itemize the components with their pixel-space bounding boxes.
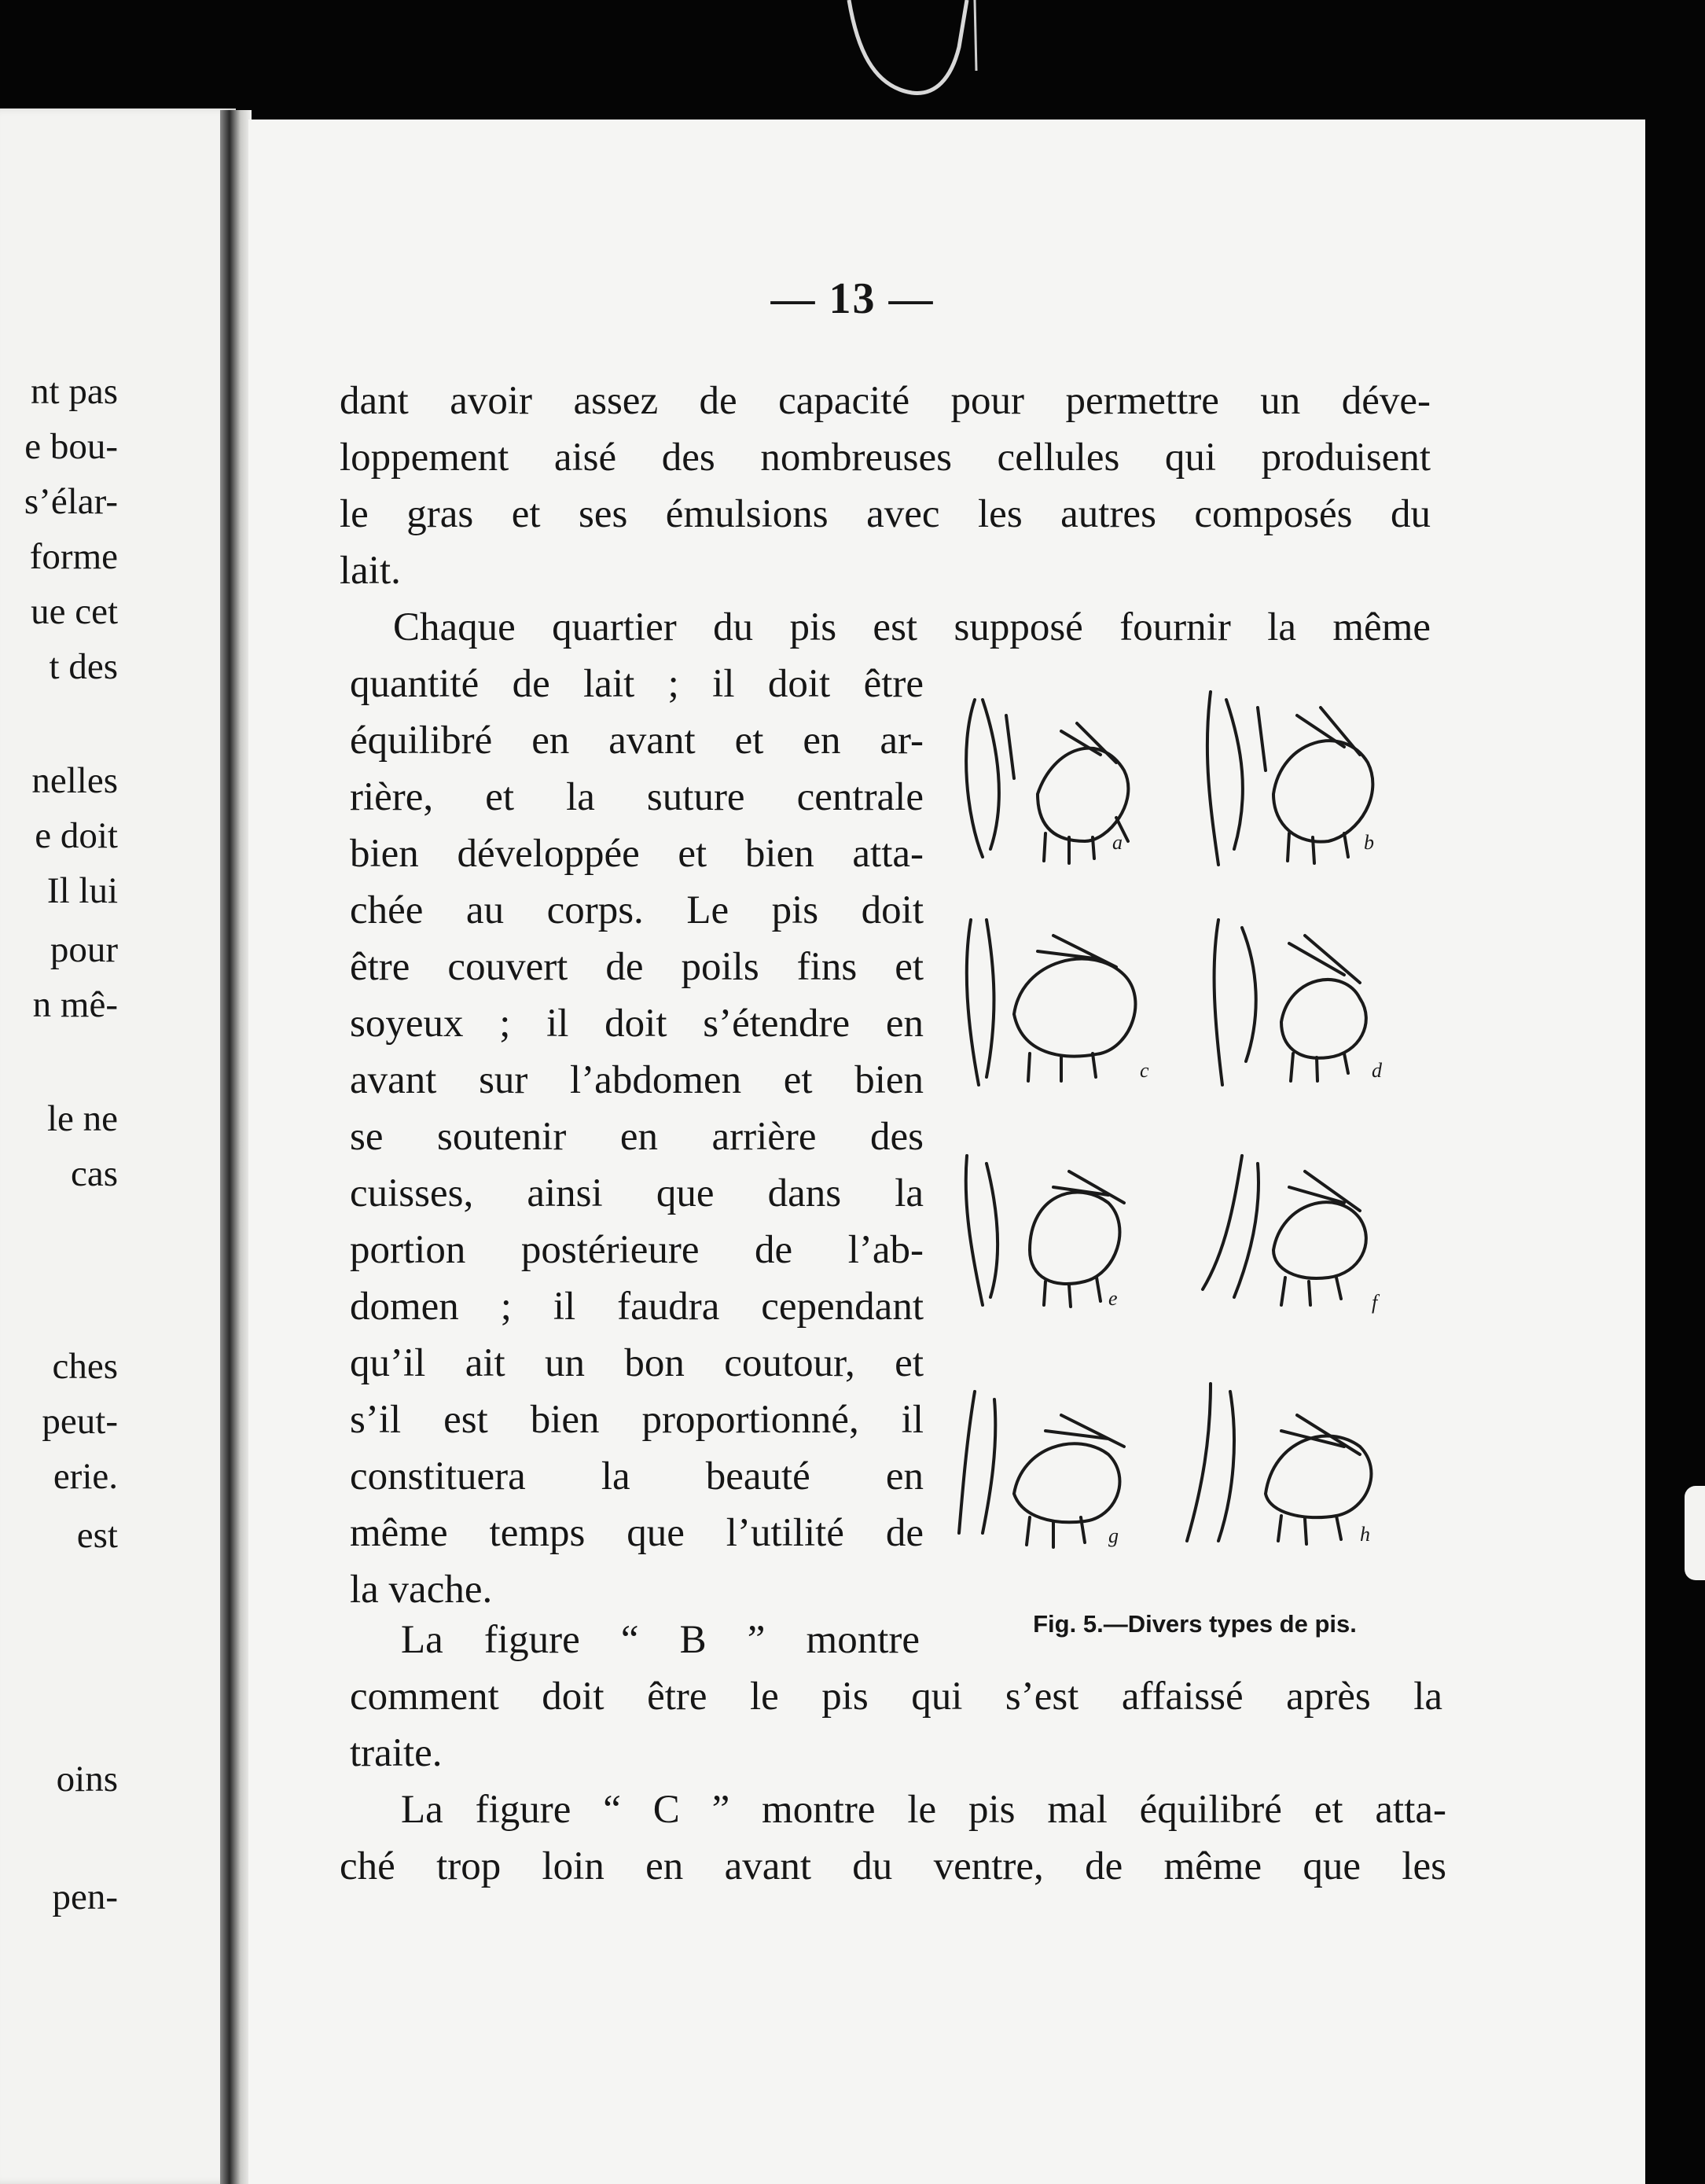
text-line: constituera la beauté en <box>350 1454 924 1498</box>
figure-panel-label: f <box>1372 1291 1378 1314</box>
udder-sketch-g <box>959 1392 1124 1547</box>
figure-panel-label: g <box>1108 1524 1119 1547</box>
text-line: traite. <box>350 1731 443 1775</box>
udder-sketch-d <box>1214 920 1366 1085</box>
facing-page-line: pour <box>50 929 118 970</box>
text-line: La figure “ C ” montre le pis mal équilibré et atta- <box>401 1788 1446 1832</box>
udder-sketch-c <box>967 920 1136 1085</box>
text-line: quantité de lait ; il doit être <box>350 662 924 706</box>
text-line: loppement aisé des nombreuses cellules qui produisent <box>340 436 1431 480</box>
facing-page-line: s’élar- <box>24 481 118 522</box>
figure-panel-label: h <box>1360 1523 1370 1546</box>
text-line: rière, et la suture centrale <box>350 775 924 819</box>
text-line: portion postérieure de l’ab- <box>350 1228 924 1272</box>
udder-sketch-b <box>1207 692 1373 865</box>
page-number: — 13 — <box>770 274 935 323</box>
figure-panel-label: e <box>1108 1287 1118 1310</box>
book-gutter <box>220 110 252 2184</box>
text-line: le gras et ses émulsions avec les autres composés du <box>340 492 1431 536</box>
facing-page-line: e doit <box>35 815 118 856</box>
udder-types-figure <box>951 684 1423 1604</box>
facing-page-line: forme <box>29 536 118 577</box>
facing-page-line: e bou- <box>24 426 118 467</box>
text-line: être couvert de poils fins et <box>350 945 924 989</box>
facing-page-line: nelles <box>31 760 118 801</box>
text-line: chée au corps. Le pis doit <box>350 888 924 932</box>
facing-page-line: pen- <box>52 1877 118 1917</box>
facing-page-line: oins <box>56 1759 118 1800</box>
stray-thread <box>841 0 983 110</box>
figure-panel-label: c <box>1140 1059 1149 1082</box>
udder-sketch-a <box>966 700 1128 863</box>
udder-sketch-h <box>1187 1384 1371 1544</box>
facing-page-line: ue cet <box>31 591 118 632</box>
udder-sketch-f <box>1203 1156 1366 1305</box>
text-line: La figure “ B ” montre <box>401 1618 920 1662</box>
facing-page-line: ches <box>52 1346 118 1387</box>
figure-panel-label: d <box>1372 1059 1382 1082</box>
text-line: bien développée et bien atta- <box>350 832 924 876</box>
facing-page-line: est <box>76 1515 118 1556</box>
figure-panel-label: b <box>1364 831 1374 854</box>
facing-page-fragment <box>0 108 236 2184</box>
figure-caption: Fig. 5.—Divers types de pis. <box>1033 1610 1357 1638</box>
text-line: avant sur l’abdomen et bien <box>350 1058 924 1102</box>
facing-page-line: cas <box>70 1153 118 1194</box>
page-edge-tab <box>1685 1486 1705 1580</box>
text-line: domen ; il faudra cependant <box>350 1285 924 1329</box>
text-line: équilibré en avant et en ar- <box>350 719 924 763</box>
text-line: Chaque quartier du pis est supposé fournir la même <box>393 605 1431 649</box>
text-line: qu’il ait un bon coutour, et <box>350 1341 924 1385</box>
text-line: ché trop loin en avant du ventre, de même que les <box>340 1844 1446 1888</box>
text-line: soyeux ; il doit s’étendre en <box>350 1002 924 1046</box>
text-line: lait. <box>340 549 401 593</box>
facing-page-line: erie. <box>53 1456 118 1497</box>
facing-page-line: t des <box>49 646 118 687</box>
text-line: cuisses, ainsi que dans la <box>350 1171 924 1215</box>
facing-page-line: peut- <box>42 1401 118 1442</box>
facing-page-line: Il lui <box>46 870 118 911</box>
text-line: s’il est bien proportionné, il <box>350 1398 924 1442</box>
text-line: se soutenir en arrière des <box>350 1115 924 1159</box>
text-line: la vache. <box>350 1568 493 1612</box>
text-line: même temps que l’utilité de <box>350 1511 924 1555</box>
udder-sketch-e <box>966 1156 1124 1307</box>
facing-page-line: n mê- <box>32 984 118 1025</box>
figure-panel-label: a <box>1112 831 1123 854</box>
text-line: comment doit être le pis qui s’est affaissé après la <box>350 1675 1442 1719</box>
facing-page-line: nt pas <box>31 371 118 412</box>
facing-page-line: le ne <box>46 1098 118 1139</box>
text-line: dant avoir assez de capacité pour permettre un déve- <box>340 379 1431 423</box>
